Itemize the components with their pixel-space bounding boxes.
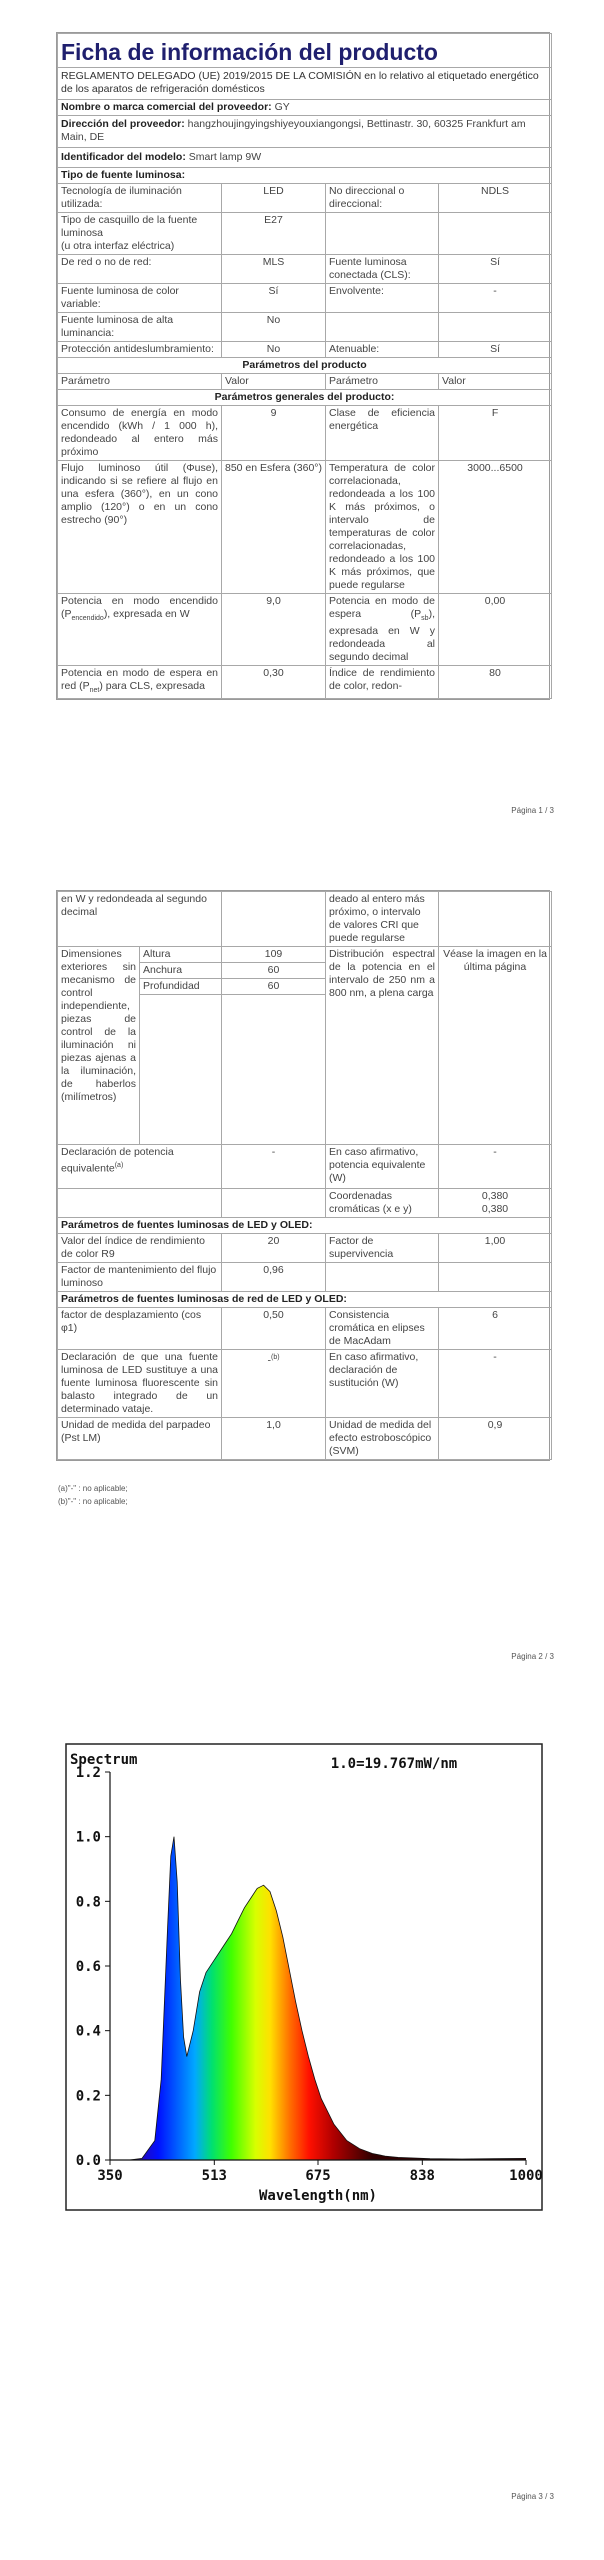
equiv-power-value: -	[222, 1145, 326, 1189]
general-params-rows	[58, 406, 552, 699]
dim-value: 109	[222, 947, 326, 963]
type-param-label: Fuente luminosa conectada (CLS):	[326, 255, 439, 284]
label-subscript: net	[89, 687, 100, 695]
empty-cell	[222, 1189, 326, 1218]
dim-name: Altura	[140, 947, 222, 963]
type-param-label: Tipo de casquillo de la fuente luminosa (u otra interfaz eléctrica)	[58, 213, 222, 255]
general-param-row	[58, 461, 552, 594]
supplier-name: GY	[274, 101, 290, 113]
general-param-row	[58, 666, 552, 699]
x-tick-label: 838	[409, 2168, 435, 2184]
type-param-label: De red o no de red:	[58, 255, 222, 284]
general-param-value: 0,00	[439, 594, 552, 666]
general-param-label: Consumo de energía en modo encendido (kWh / 1 000 h), redondeado al entero más próximo	[58, 406, 222, 461]
type-param-value: LED	[222, 184, 326, 213]
x-tick-label: 350	[97, 2168, 123, 2184]
type-param-value: NDLS	[439, 184, 552, 213]
type-row	[58, 255, 552, 284]
empty-cell	[58, 1189, 222, 1218]
footnote-ref-b: (b)	[270, 1354, 280, 1361]
led-oled-header: Parámetros de fuentes luminosas de LED y OLED:	[58, 1218, 552, 1234]
supplier-address: hangzhoujingyingshiyeyouxiangongsi, Bettinastr. 30, 60325 Frankfurt am Main, DE	[61, 118, 526, 143]
type-param-label: Tecnología de iluminación utilizada:	[58, 184, 222, 213]
regulation-text: REGLAMENTO DELEGADO (UE) 2019/2015 DE LA COMISIÓN en lo relativo al etiquetado energético de los aparatos de refrigeración domésticos	[58, 68, 552, 100]
type-param-label	[326, 313, 439, 342]
col-header-param: Parámetro	[326, 374, 439, 390]
displacement-value: 0,50	[222, 1308, 326, 1350]
dim-empty	[140, 995, 222, 1145]
general-param-value: 80	[439, 666, 552, 699]
dimensions-label: Dimensiones exteriores sin mecanismo de control independiente, piezas de control de la iluminación ni piezas ajenas a la iluminación, de haberlos (milímetros)	[58, 947, 140, 1145]
page-1	[0, 0, 604, 880]
replacement-value	[222, 1350, 326, 1418]
general-param-label: Flujo luminoso útil (Φuse), indicando si se refiere al flujo en una esfera (360°), en un cono amplio (120°) o en un cono estrecho (90°)	[58, 461, 222, 594]
equiv-power-right-label: En caso afirmativo, potencia equivalente (W)	[326, 1145, 439, 1189]
type-row	[58, 213, 552, 255]
light-source-type-rows	[58, 184, 552, 358]
dim-value: 60	[222, 963, 326, 979]
flicker-label: Unidad de medida del parpadeo (Pst LM)	[58, 1418, 222, 1460]
type-row	[58, 284, 552, 313]
chroma-y: 0,380	[481, 1203, 509, 1215]
spectral-distribution-value: Véase la imagen en la última página	[439, 947, 552, 1145]
spectrum-chart	[64, 1742, 544, 2212]
type-param-value	[439, 313, 552, 342]
general-param-label	[58, 666, 222, 699]
type-param-value: MLS	[222, 255, 326, 284]
type-param-value: No	[222, 313, 326, 342]
label-text: Potencia en modo de espera en red (P	[61, 667, 218, 693]
page-number: Página 2 / 3	[511, 1652, 554, 1661]
replacement-right-label: En caso afirmativo, declaración de sustitución (W)	[326, 1350, 439, 1418]
label-text: ), expresada en W	[103, 608, 190, 620]
page-number: Página 1 / 3	[511, 806, 554, 815]
label-subscript: sb	[421, 615, 429, 623]
chroma-values	[439, 1189, 552, 1218]
stroboscopic-label: Unidad de medida del efecto estroboscópico (SVM)	[326, 1418, 439, 1460]
color-consistency-value: 6	[439, 1308, 552, 1350]
label-text: ), expresada en W y redondeada al segundo decimal	[329, 608, 435, 664]
equiv-power-label-text: Declaración de potencia equivalente	[61, 1146, 174, 1175]
x-axis-label: Wavelength(nm)	[258, 2188, 378, 2204]
y-tick-label: 0.0	[75, 2153, 101, 2169]
light-source-type-header: Tipo de fuente luminosa:	[58, 168, 552, 184]
y-tick-label: 0.6	[75, 1959, 101, 1975]
y-tick-label: 0.2	[75, 2088, 101, 2105]
y-tick-label: 1.2	[75, 1765, 101, 1781]
general-param-value: 9	[222, 406, 326, 461]
footnote-ref-a: (a)	[114, 1162, 124, 1169]
y-tick-label: 0.8	[75, 1894, 101, 1911]
replacement-right-value: -	[439, 1350, 552, 1418]
supplier-name-label: Nombre o marca comercial del proveedor:	[61, 101, 272, 113]
cont-right-text: deado al entero más próximo, o intervalo de valores CRI que puede regularse	[326, 892, 439, 947]
label-text: ) para CLS, expresada	[99, 680, 205, 693]
general-params-header: Parámetros generales del producto:	[58, 390, 552, 406]
sheet-title: Ficha de información del producto	[58, 34, 552, 68]
type-param-label: No direccional o direccional:	[326, 184, 439, 213]
model-row	[58, 148, 552, 168]
cont-right-value	[439, 892, 552, 947]
general-param-label	[326, 594, 439, 666]
type-param-value	[439, 213, 552, 255]
type-param-value: Sí	[222, 284, 326, 313]
empty-cell	[326, 1263, 439, 1292]
footnote-a: (a)"-" : no aplicable;	[58, 1484, 128, 1493]
flux-maintenance-label: Factor de mantenimiento del flujo luminoso	[58, 1263, 222, 1292]
type-param-label: Fuente luminosa de alta luminancia:	[58, 313, 222, 342]
replacement-label: Declaración de que una fuente luminosa de LED sustituye a una fuente luminosa fluorescente sin balasto integrado de un determinado vataje.	[58, 1350, 222, 1418]
flux-maintenance-value: 0,96	[222, 1263, 326, 1292]
general-param-label	[58, 594, 222, 666]
col-header-value: Valor	[222, 374, 326, 390]
mains-led-header: Parámetros de fuentes luminosas de red de LED y OLED:	[58, 1292, 552, 1308]
type-param-value: Sí	[439, 255, 552, 284]
type-param-value: E27	[222, 213, 326, 255]
x-tick-label: 513	[201, 2168, 227, 2184]
y-tick-label: 1.0	[75, 1829, 101, 1846]
dim-name: Profundidad	[140, 979, 222, 995]
product-params-header: Parámetros del producto	[58, 358, 552, 374]
general-param-label: Temperatura de color correlacionada, redondeada a los 100 K más próximos, o intervalo de temperaturas de color correlacionadas, redondeado a los 100 K más próximos, que puede regularse	[326, 461, 439, 594]
chroma-label: Coordenadas cromáticas (x e y)	[326, 1189, 439, 1218]
chroma-x: 0,380	[481, 1190, 509, 1202]
general-param-row	[58, 594, 552, 666]
general-param-label: Índice de rendimiento de color, redon-	[326, 666, 439, 699]
cont-left-value	[222, 892, 326, 947]
dim-name: Anchura	[140, 963, 222, 979]
y-tick-label: 0.4	[75, 2023, 101, 2040]
type-param-value: -	[439, 284, 552, 313]
stroboscopic-value: 0,9	[439, 1418, 552, 1460]
model-identifier: Smart lamp 9W	[188, 151, 262, 163]
flicker-value: 1,0	[222, 1418, 326, 1460]
label-subscript: encendido	[71, 615, 104, 623]
general-param-value: 850 en Esfera (360°)	[222, 461, 326, 594]
dim-value: 60	[222, 979, 326, 995]
footnotes	[58, 1482, 128, 1508]
page-3	[0, 1680, 604, 2560]
type-param-label: Envolvente:	[326, 284, 439, 313]
col-header-param: Parámetro	[58, 374, 222, 390]
x-tick-label: 1000	[509, 2168, 543, 2184]
type-param-label	[326, 213, 439, 255]
type-param-label: Atenuable:	[326, 342, 439, 358]
equiv-power-right-value: -	[439, 1145, 552, 1189]
cont-left-text: en W y redondeada al segundo decimal	[58, 892, 222, 947]
x-tick-label: 675	[305, 2168, 331, 2184]
type-row	[58, 184, 552, 213]
empty-cell	[439, 1263, 552, 1292]
type-param-value: Sí	[439, 342, 552, 358]
label-text: Potencia en modo de espera (P	[329, 595, 435, 620]
general-param-label: Clase de eficiencia energética	[326, 406, 439, 461]
spectral-distribution-label: Distribución espectral de la potencia en el intervalo de 250 nm a 800 nm, a plena carga	[326, 947, 439, 1145]
type-param-label: Protección antideslumbramiento:	[58, 342, 222, 358]
footnote-b: (b)"-" : no aplicable;	[58, 1497, 128, 1506]
page-number: Página 3 / 3	[511, 2492, 554, 2501]
type-row	[58, 313, 552, 342]
general-param-value: F	[439, 406, 552, 461]
chart-title: Spectrum	[70, 1752, 138, 1768]
supplier-name-row	[58, 100, 552, 116]
general-param-value: 0,30	[222, 666, 326, 699]
type-param-value: No	[222, 342, 326, 358]
survival-label: Factor de supervivencia	[326, 1234, 439, 1263]
model-label: Identificador del modelo:	[61, 151, 186, 163]
supplier-address-row	[58, 116, 552, 148]
equiv-power-label	[58, 1145, 222, 1189]
product-info-sheet-continued	[56, 890, 550, 1461]
color-consistency-label: Consistencia cromática en elipses de MacAdam	[326, 1308, 439, 1350]
survival-value: 1,00	[439, 1234, 552, 1263]
page-2	[0, 880, 604, 1680]
dim-empty	[222, 995, 326, 1145]
supplier-address-label: Dirección del proveedor:	[61, 118, 185, 130]
type-row	[58, 342, 552, 358]
r9-label: Valor del índice de rendimiento de color R9	[58, 1234, 222, 1263]
general-param-value: 9,0	[222, 594, 326, 666]
sheet-header-table	[57, 33, 552, 699]
sheet-continued-table	[57, 891, 552, 1460]
general-param-value: 3000...6500	[439, 461, 552, 594]
r9-value: 20	[222, 1234, 326, 1263]
chart-annotation: 1.0=19.767mW/nm	[330, 1756, 458, 1772]
type-param-label: Fuente luminosa de color variable:	[58, 284, 222, 313]
col-header-value: Valor	[439, 374, 552, 390]
displacement-label: factor de desplazamiento (cos φ1)	[58, 1308, 222, 1350]
replacement-value-text: -	[267, 1354, 271, 1367]
product-info-sheet	[56, 32, 550, 700]
label-text: Potencia en modo encendido (P	[61, 595, 218, 620]
general-param-row	[58, 406, 552, 461]
